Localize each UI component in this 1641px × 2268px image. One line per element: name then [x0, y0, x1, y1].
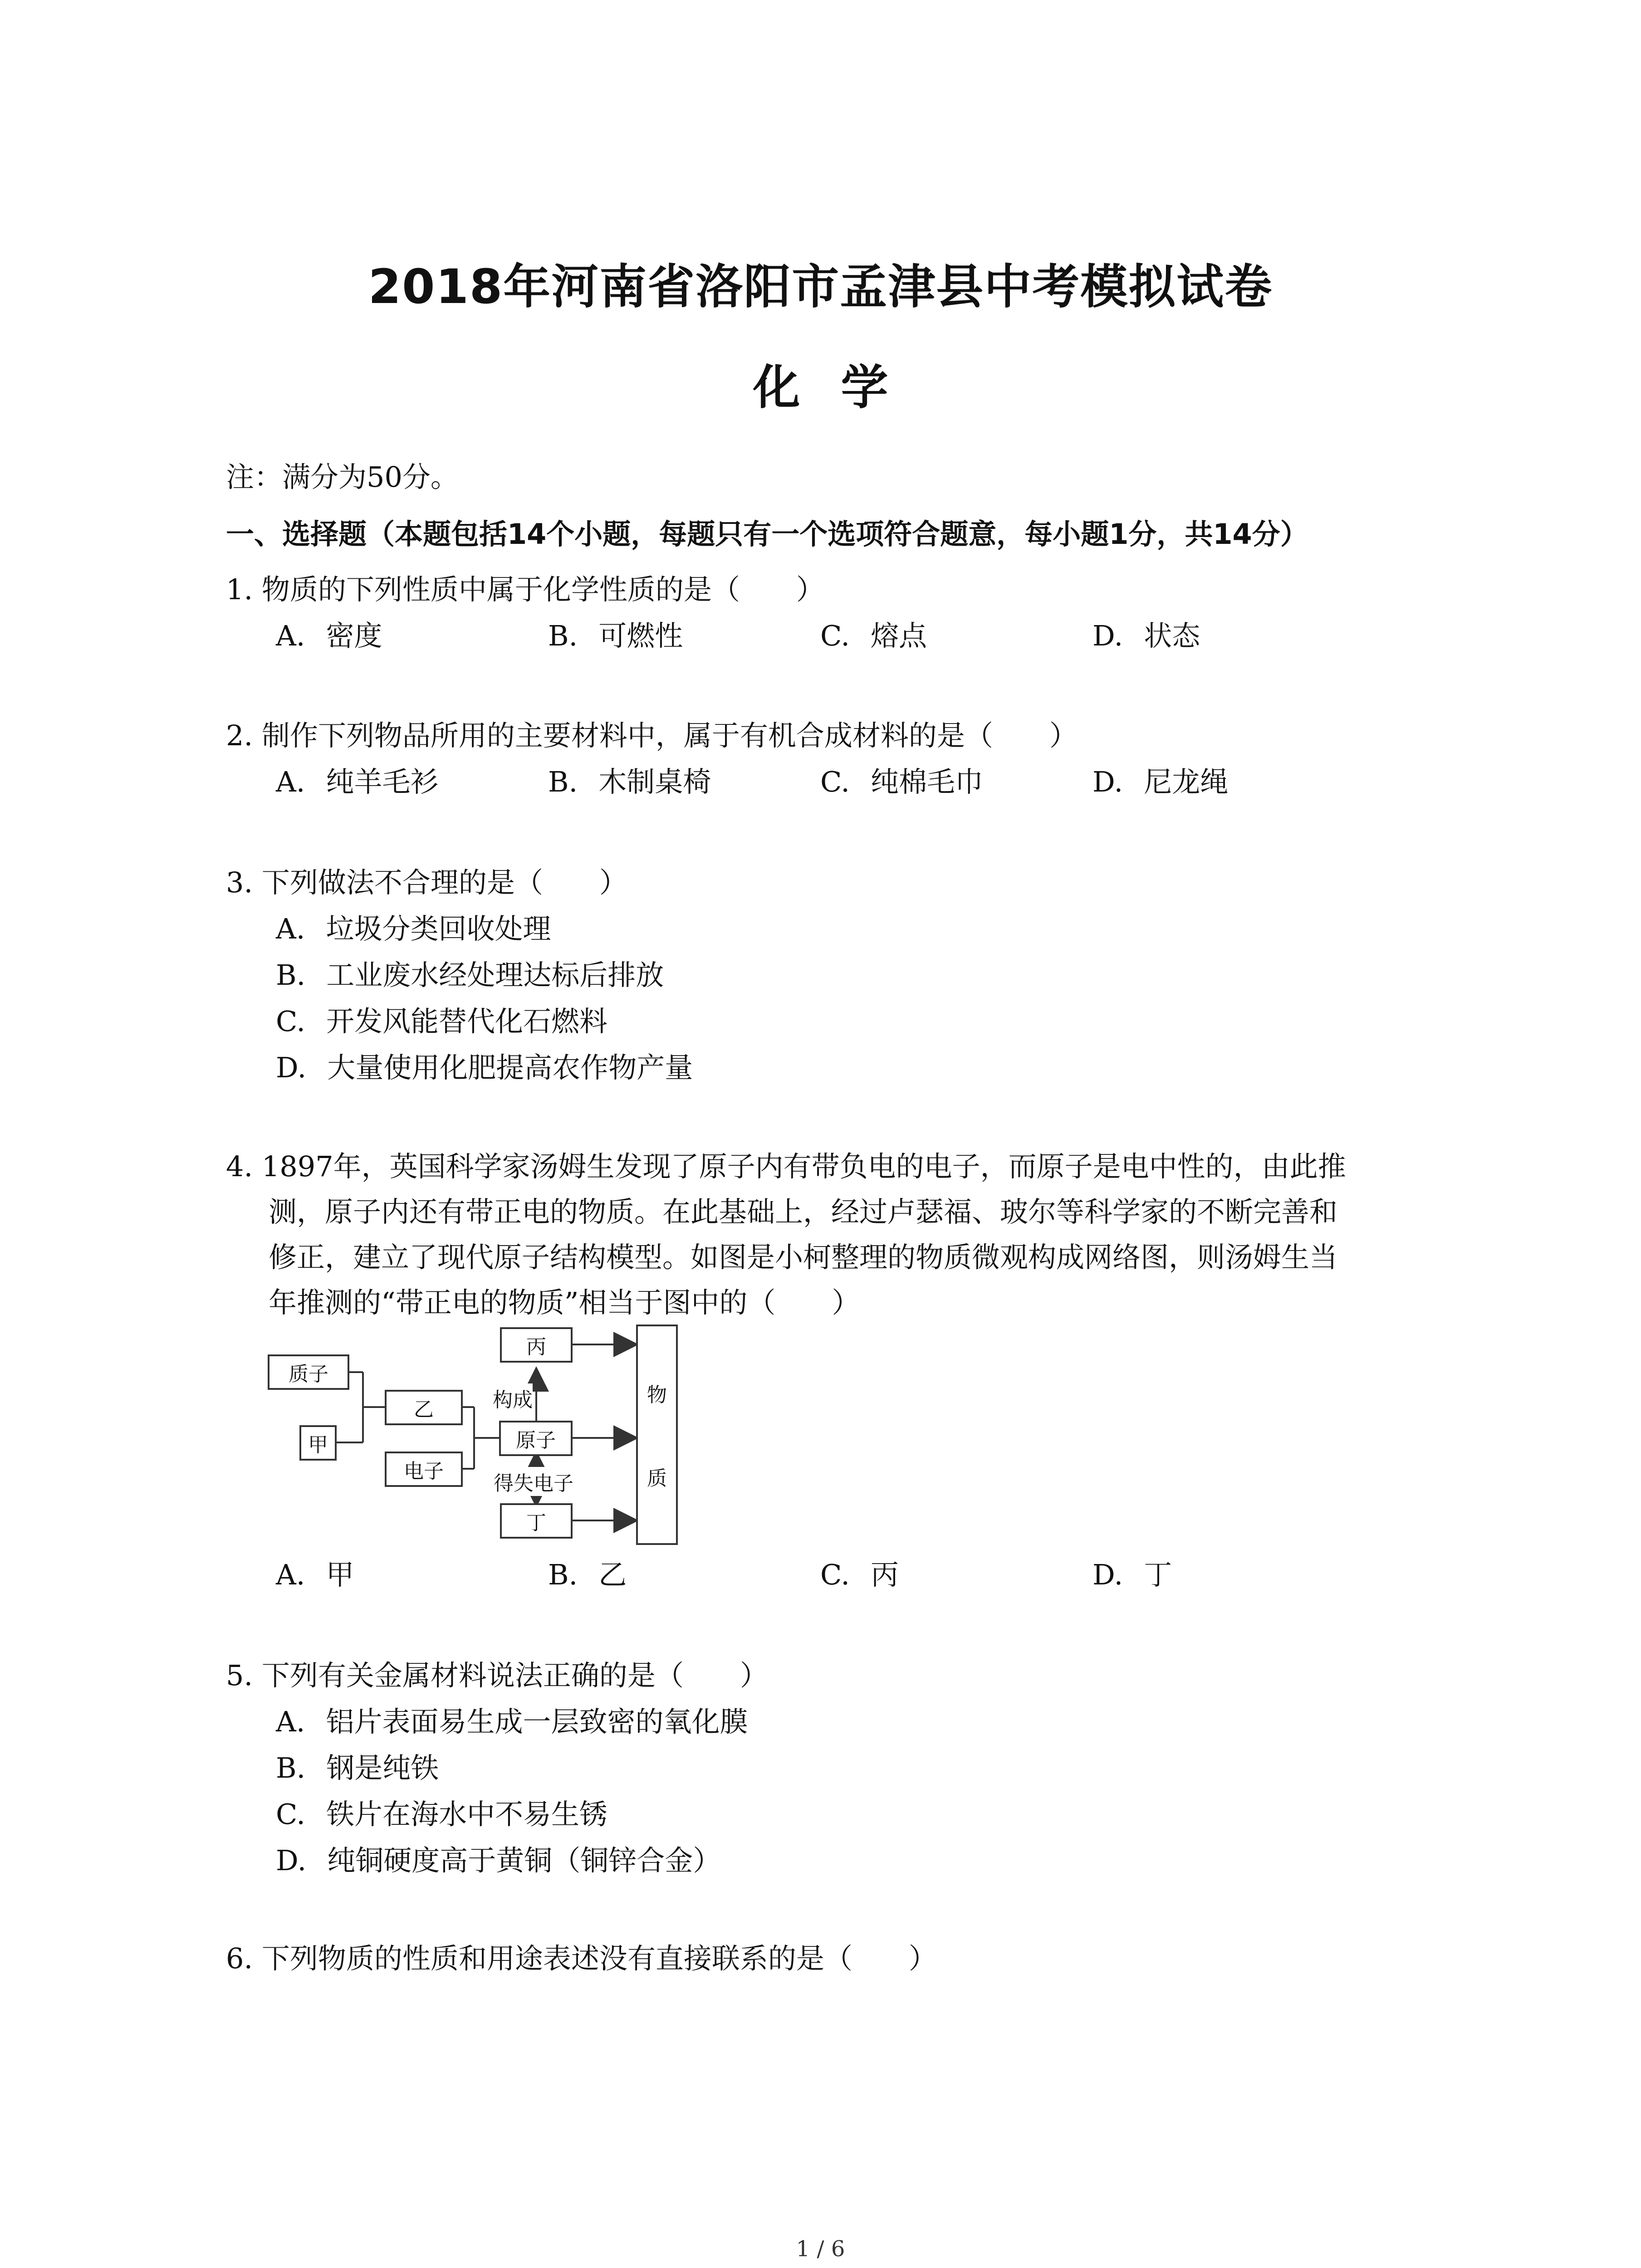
question-4-stem [226, 1144, 1433, 1325]
label-compose: 构成 [493, 1383, 533, 1413]
question-number: 1. [226, 573, 253, 606]
q2-option-a: A. 纯羊毛衫 [276, 765, 439, 798]
q2-option-d: D. 尼龙绳 [1092, 765, 1229, 798]
q3-option-a: A. 垃圾分类回收处理 [276, 912, 551, 945]
question-4-line-3: 修正，建立了现代原子结构模型。如图是小柯整理的物质微观构成网络图，则汤姆生当 [269, 1241, 1338, 1274]
q1-option-c: C. 熔点 [820, 619, 927, 652]
q1-option-a: A. 密度 [276, 619, 382, 652]
q1-option-d: D. 状态 [1092, 619, 1200, 652]
box-matter [636, 1325, 678, 1545]
question-4-line-1: 4. 1897年，英国科学家汤姆生发现了原子内有带负电的电子，而原子是电中性的，由此推 [226, 1150, 1346, 1183]
q5-option-b: B. 钢是纯铁 [276, 1751, 439, 1784]
box-bing: 丙 [500, 1327, 573, 1363]
question-text: 下列有关金属材料说法正确的是（ ） [261, 1659, 768, 1692]
matter-char-2: 质 [647, 1467, 667, 1490]
q3-option-b: B. 工业废水经处理达标后排放 [276, 958, 664, 992]
question-number: 2. [226, 719, 253, 752]
question-text: 下列做法不合理的是（ ） [261, 866, 627, 899]
exam-subject: 化学 [753, 360, 929, 415]
matter-char-1: 物 [647, 1383, 667, 1407]
question-number: 3. [226, 866, 253, 899]
q4-option-c: C. 丙 [820, 1558, 899, 1591]
question-text: 下列物质的性质和用途表述没有直接联系的是（ ） [261, 1942, 937, 1975]
atom-structure-diagram [268, 1325, 685, 1551]
question-6-stem [226, 1936, 937, 1976]
q5-option-c: C. 铁片在海水中不易生锈 [276, 1798, 607, 1831]
q4-option-b: B. 乙 [548, 1558, 627, 1591]
q4-option-a: A. 甲 [276, 1558, 354, 1591]
q2-option-b: B. 木制桌椅 [548, 765, 711, 798]
q5-option-d: D. 纯铜硬度高于黄铜（铜锌合金） [276, 1844, 721, 1877]
box-atom: 原子 [499, 1421, 573, 1456]
exam-title: 2018年河南省洛阳市孟津县中考模拟试卷 [368, 259, 1273, 314]
q1-option-b: B. 可燃性 [548, 619, 683, 652]
q4-option-d: D. 丁 [1092, 1558, 1172, 1591]
q3-option-d: D. 大量使用化肥提高农作物产量 [276, 1051, 693, 1084]
page-number: 1 / 6 [796, 2236, 845, 2262]
question-2-stem [226, 713, 1078, 753]
question-4-line-4: 年推测的“带正电的物质”相当于图中的（ ） [269, 1286, 860, 1319]
score-note: 注：满分为50分。 [226, 460, 459, 494]
q5-option-a: A. 铝片表面易生成一层致密的氧化膜 [276, 1705, 748, 1738]
box-jia: 甲 [299, 1425, 337, 1461]
section-heading: 一、选择题（本题包括14个小题，每题只有一个选项符合题意，每小题1分，共14分） [226, 518, 1308, 551]
question-3-stem [226, 860, 627, 900]
q3-option-c: C. 开发风能替代化石燃料 [276, 1005, 607, 1038]
question-text: 制作下列物品所用的主要材料中，属于有机合成材料的是（ ） [261, 719, 1078, 752]
question-5-stem [226, 1653, 768, 1693]
box-ding: 丁 [500, 1503, 573, 1539]
box-proton: 质子 [268, 1354, 349, 1390]
q2-option-c: C. 纯棉毛巾 [820, 765, 983, 798]
question-1-stem [226, 567, 824, 607]
box-electron: 电子 [385, 1452, 463, 1487]
question-text: 物质的下列性质中属于化学性质的是（ ） [261, 573, 824, 606]
question-number: 6. [226, 1942, 253, 1975]
question-number: 5. [226, 1659, 253, 1692]
box-yi: 乙 [385, 1390, 463, 1425]
question-4-line-2: 测，原子内还有带正电的物质。在此基础上，经过卢瑟福、玻尔等科学家的不断完善和 [269, 1195, 1338, 1228]
label-gain-lose-electrons: 得失电子 [494, 1467, 573, 1496]
